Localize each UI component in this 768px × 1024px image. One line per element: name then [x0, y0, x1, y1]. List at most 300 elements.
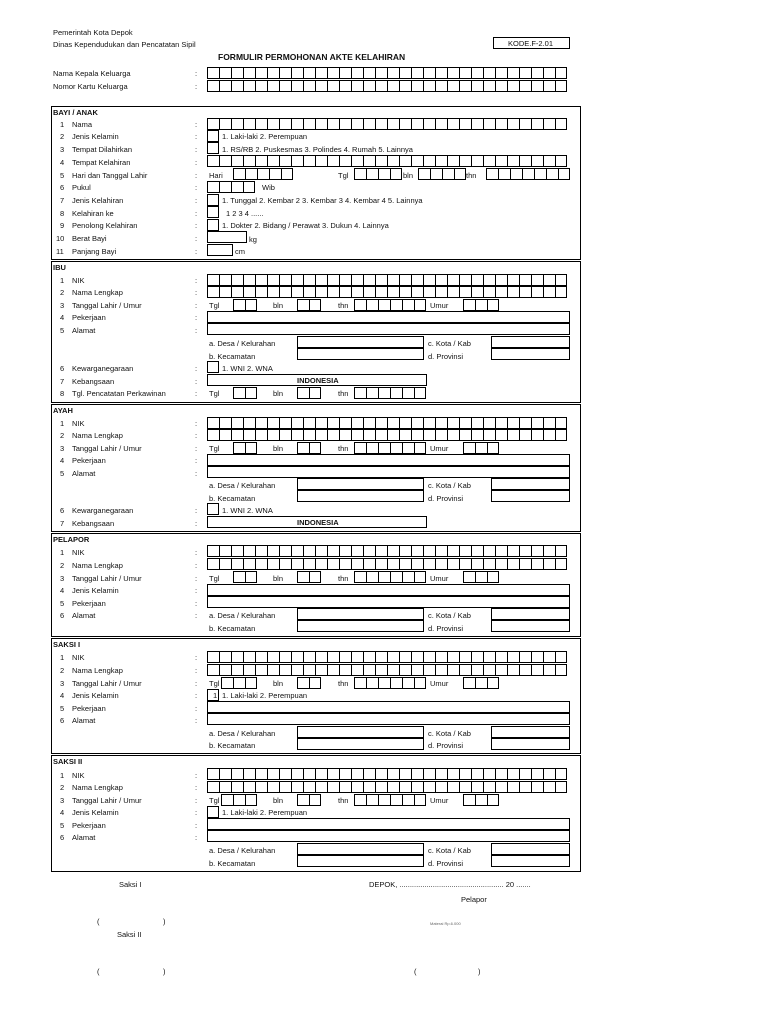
input-cell[interactable]	[267, 274, 279, 286]
ibu-kebangsaan-input[interactable]	[207, 374, 427, 386]
input-cell[interactable]	[471, 781, 483, 793]
saksi2-provinsi-input[interactable]	[491, 855, 570, 867]
input-cell[interactable]	[483, 286, 495, 298]
input-cell[interactable]	[387, 274, 399, 286]
input-cell[interactable]	[375, 155, 387, 167]
input-cell[interactable]	[207, 155, 219, 167]
input-cell[interactable]	[231, 118, 243, 130]
input-cell[interactable]	[219, 181, 231, 193]
input-cell[interactable]	[255, 768, 267, 780]
input-cell[interactable]	[339, 545, 351, 557]
input-cell[interactable]	[255, 80, 267, 92]
input-cell[interactable]	[327, 429, 339, 441]
input-cell[interactable]	[495, 155, 507, 167]
input-cell[interactable]	[475, 299, 487, 311]
input-cell[interactable]	[309, 299, 321, 311]
bayi-penolong-input[interactable]	[207, 219, 219, 231]
input-cell[interactable]	[279, 417, 291, 429]
input-cell[interactable]	[447, 67, 459, 79]
input-cell[interactable]	[243, 181, 255, 193]
input-cell[interactable]	[378, 677, 390, 689]
input-cell[interactable]	[207, 67, 219, 79]
bayi-thn-input[interactable]	[486, 168, 570, 180]
input-cell[interactable]	[351, 429, 363, 441]
input-cell[interactable]	[291, 781, 303, 793]
input-cell[interactable]	[291, 545, 303, 557]
input-cell[interactable]	[475, 571, 487, 583]
input-cell[interactable]	[495, 118, 507, 130]
saksi2-nama-input[interactable]	[207, 781, 567, 793]
input-cell[interactable]	[245, 794, 257, 806]
input-cell[interactable]	[245, 299, 257, 311]
input-cell[interactable]	[366, 442, 378, 454]
input-cell[interactable]	[219, 274, 231, 286]
input-cell[interactable]	[245, 387, 257, 399]
input-cell[interactable]	[267, 651, 279, 663]
input-cell[interactable]	[399, 781, 411, 793]
input-cell[interactable]	[327, 118, 339, 130]
pelapor-kecamatan-input[interactable]	[297, 620, 424, 632]
input-cell[interactable]	[219, 429, 231, 441]
input-cell[interactable]	[423, 118, 435, 130]
input-cell[interactable]	[471, 664, 483, 676]
input-cell[interactable]	[327, 274, 339, 286]
input-cell[interactable]	[459, 664, 471, 676]
input-cell[interactable]	[487, 299, 499, 311]
saksi2-jk-input[interactable]	[207, 806, 219, 818]
input-cell[interactable]	[411, 67, 423, 79]
input-cell[interactable]	[339, 155, 351, 167]
input-cell[interactable]	[279, 768, 291, 780]
input-cell[interactable]	[267, 417, 279, 429]
input-cell[interactable]	[471, 768, 483, 780]
input-cell[interactable]	[459, 781, 471, 793]
input-cell[interactable]	[390, 794, 402, 806]
input-cell[interactable]	[243, 417, 255, 429]
input-cell[interactable]	[339, 664, 351, 676]
input-cell[interactable]	[378, 299, 390, 311]
input-cell[interactable]	[399, 429, 411, 441]
input-cell[interactable]	[483, 781, 495, 793]
input-cell[interactable]	[207, 558, 219, 570]
input-cell[interactable]	[411, 651, 423, 663]
ibu-nama-input[interactable]	[207, 286, 567, 298]
input-cell[interactable]	[543, 286, 555, 298]
input-cell[interactable]	[267, 768, 279, 780]
input-cell[interactable]	[411, 664, 423, 676]
pelapor-jk-input[interactable]	[207, 584, 570, 596]
input-cell[interactable]	[291, 118, 303, 130]
input-cell[interactable]	[255, 118, 267, 130]
input-cell[interactable]	[315, 67, 327, 79]
input-cell[interactable]	[291, 155, 303, 167]
input-cell[interactable]	[546, 168, 558, 180]
pelapor-nama-input[interactable]	[207, 558, 567, 570]
input-cell[interactable]	[315, 768, 327, 780]
bayi-tgl-input[interactable]	[354, 168, 402, 180]
input-cell[interactable]	[543, 80, 555, 92]
input-cell[interactable]	[447, 118, 459, 130]
input-cell[interactable]	[291, 286, 303, 298]
input-cell[interactable]	[543, 155, 555, 167]
input-cell[interactable]	[399, 274, 411, 286]
input-cell[interactable]	[471, 155, 483, 167]
input-cell[interactable]	[315, 274, 327, 286]
input-cell[interactable]	[291, 417, 303, 429]
input-cell[interactable]	[303, 118, 315, 130]
input-cell[interactable]	[297, 677, 309, 689]
ayah-nama-input[interactable]	[207, 429, 567, 441]
input-cell[interactable]	[483, 429, 495, 441]
input-cell[interactable]	[351, 286, 363, 298]
input-cell[interactable]	[231, 417, 243, 429]
input-cell[interactable]	[303, 781, 315, 793]
input-cell[interactable]	[447, 417, 459, 429]
input-cell[interactable]	[231, 80, 243, 92]
input-cell[interactable]	[315, 155, 327, 167]
input-cell[interactable]	[442, 168, 454, 180]
input-cell[interactable]	[423, 545, 435, 557]
input-cell[interactable]	[219, 558, 231, 570]
kartu-keluarga-input[interactable]	[207, 80, 567, 92]
input-cell[interactable]	[414, 442, 426, 454]
bayi-jenis-kelahiran-input[interactable]	[207, 194, 219, 206]
input-cell[interactable]	[459, 429, 471, 441]
input-cell[interactable]	[471, 274, 483, 286]
input-cell[interactable]	[387, 558, 399, 570]
input-cell[interactable]	[339, 768, 351, 780]
input-cell[interactable]	[555, 80, 567, 92]
input-cell[interactable]	[378, 387, 390, 399]
input-cell[interactable]	[354, 442, 366, 454]
input-cell[interactable]	[411, 781, 423, 793]
input-cell[interactable]	[303, 429, 315, 441]
input-cell[interactable]	[243, 664, 255, 676]
input-cell[interactable]	[471, 558, 483, 570]
input-cell[interactable]	[363, 417, 375, 429]
input-cell[interactable]	[411, 118, 423, 130]
input-cell[interactable]	[519, 781, 531, 793]
input-cell[interactable]	[399, 545, 411, 557]
input-cell[interactable]	[231, 558, 243, 570]
input-cell[interactable]	[279, 429, 291, 441]
saksi1-provinsi-input[interactable]	[491, 738, 570, 750]
input-cell[interactable]	[531, 80, 543, 92]
input-cell[interactable]	[411, 545, 423, 557]
saksi2-bln-input[interactable]	[297, 794, 321, 806]
input-cell[interactable]	[543, 558, 555, 570]
input-cell[interactable]	[327, 781, 339, 793]
input-cell[interactable]	[387, 118, 399, 130]
input-cell[interactable]	[507, 155, 519, 167]
input-cell[interactable]	[487, 571, 499, 583]
input-cell[interactable]	[507, 118, 519, 130]
saksi2-nik-input[interactable]	[207, 768, 567, 780]
input-cell[interactable]	[475, 442, 487, 454]
saksi1-umur-input[interactable]	[463, 677, 499, 689]
input-cell[interactable]	[281, 168, 293, 180]
input-cell[interactable]	[522, 168, 534, 180]
input-cell[interactable]	[555, 286, 567, 298]
input-cell[interactable]	[315, 664, 327, 676]
saksi1-desa-input[interactable]	[297, 726, 424, 738]
input-cell[interactable]	[219, 80, 231, 92]
input-cell[interactable]	[363, 67, 375, 79]
input-cell[interactable]	[399, 80, 411, 92]
saksi1-pekerjaan-input[interactable]	[207, 701, 570, 713]
input-cell[interactable]	[354, 387, 366, 399]
input-cell[interactable]	[243, 67, 255, 79]
input-cell[interactable]	[279, 118, 291, 130]
pelapor-umur-input[interactable]	[463, 571, 499, 583]
input-cell[interactable]	[245, 442, 257, 454]
input-cell[interactable]	[363, 545, 375, 557]
input-cell[interactable]	[447, 155, 459, 167]
input-cell[interactable]	[351, 80, 363, 92]
input-cell[interactable]	[495, 417, 507, 429]
input-cell[interactable]	[531, 768, 543, 780]
input-cell[interactable]	[375, 545, 387, 557]
input-cell[interactable]	[363, 768, 375, 780]
kepala-keluarga-input[interactable]	[207, 67, 567, 79]
input-cell[interactable]	[309, 442, 321, 454]
input-cell[interactable]	[507, 545, 519, 557]
input-cell[interactable]	[375, 651, 387, 663]
input-cell[interactable]	[459, 651, 471, 663]
input-cell[interactable]	[255, 155, 267, 167]
input-cell[interactable]	[531, 429, 543, 441]
input-cell[interactable]	[363, 274, 375, 286]
input-cell[interactable]	[243, 558, 255, 570]
input-cell[interactable]	[297, 387, 309, 399]
input-cell[interactable]	[255, 651, 267, 663]
input-cell[interactable]	[459, 67, 471, 79]
input-cell[interactable]	[363, 155, 375, 167]
ayah-bln-input[interactable]	[297, 442, 321, 454]
input-cell[interactable]	[267, 664, 279, 676]
ibu-tgl-input[interactable]	[233, 299, 257, 311]
input-cell[interactable]	[483, 558, 495, 570]
bayi-pukul-input[interactable]	[207, 181, 255, 193]
input-cell[interactable]	[507, 429, 519, 441]
input-cell[interactable]	[435, 781, 447, 793]
input-cell[interactable]	[207, 181, 219, 193]
input-cell[interactable]	[207, 118, 219, 130]
input-cell[interactable]	[354, 794, 366, 806]
input-cell[interactable]	[243, 781, 255, 793]
saksi2-umur-input[interactable]	[463, 794, 499, 806]
input-cell[interactable]	[366, 677, 378, 689]
input-cell[interactable]	[519, 768, 531, 780]
input-cell[interactable]	[447, 429, 459, 441]
input-cell[interactable]	[279, 274, 291, 286]
ibu-pekerjaan-input[interactable]	[207, 311, 570, 323]
input-cell[interactable]	[375, 417, 387, 429]
input-cell[interactable]	[555, 545, 567, 557]
input-cell[interactable]	[531, 781, 543, 793]
input-cell[interactable]	[378, 442, 390, 454]
input-cell[interactable]	[435, 664, 447, 676]
input-cell[interactable]	[231, 67, 243, 79]
ibu-thn-input[interactable]	[354, 299, 426, 311]
input-cell[interactable]	[543, 781, 555, 793]
input-cell[interactable]	[303, 558, 315, 570]
input-cell[interactable]	[390, 571, 402, 583]
input-cell[interactable]	[231, 651, 243, 663]
input-cell[interactable]	[255, 67, 267, 79]
input-cell[interactable]	[366, 168, 378, 180]
ibu-nikah-thn-input[interactable]	[354, 387, 426, 399]
input-cell[interactable]	[423, 67, 435, 79]
input-cell[interactable]	[399, 118, 411, 130]
input-cell[interactable]	[363, 651, 375, 663]
input-cell[interactable]	[279, 664, 291, 676]
input-cell[interactable]	[435, 651, 447, 663]
input-cell[interactable]	[363, 558, 375, 570]
input-cell[interactable]	[411, 80, 423, 92]
input-cell[interactable]	[387, 429, 399, 441]
input-cell[interactable]	[463, 442, 475, 454]
input-cell[interactable]	[435, 768, 447, 780]
input-cell[interactable]	[363, 80, 375, 92]
input-cell[interactable]	[543, 651, 555, 663]
input-cell[interactable]	[243, 429, 255, 441]
input-cell[interactable]	[219, 651, 231, 663]
input-cell[interactable]	[354, 299, 366, 311]
input-cell[interactable]	[219, 67, 231, 79]
ibu-provinsi-input[interactable]	[491, 348, 570, 360]
input-cell[interactable]	[219, 664, 231, 676]
input-cell[interactable]	[267, 558, 279, 570]
input-cell[interactable]	[390, 387, 402, 399]
input-cell[interactable]	[531, 274, 543, 286]
input-cell[interactable]	[435, 417, 447, 429]
input-cell[interactable]	[297, 442, 309, 454]
input-cell[interactable]	[231, 286, 243, 298]
input-cell[interactable]	[459, 417, 471, 429]
input-cell[interactable]	[351, 664, 363, 676]
input-cell[interactable]	[354, 571, 366, 583]
input-cell[interactable]	[315, 558, 327, 570]
input-cell[interactable]	[366, 571, 378, 583]
input-cell[interactable]	[402, 571, 414, 583]
input-cell[interactable]	[339, 558, 351, 570]
input-cell[interactable]	[375, 781, 387, 793]
input-cell[interactable]	[507, 558, 519, 570]
input-cell[interactable]	[303, 80, 315, 92]
input-cell[interactable]	[279, 67, 291, 79]
input-cell[interactable]	[418, 168, 430, 180]
input-cell[interactable]	[233, 299, 245, 311]
input-cell[interactable]	[459, 155, 471, 167]
input-cell[interactable]	[351, 781, 363, 793]
input-cell[interactable]	[411, 558, 423, 570]
input-cell[interactable]	[291, 274, 303, 286]
input-cell[interactable]	[233, 571, 245, 583]
input-cell[interactable]	[507, 286, 519, 298]
input-cell[interactable]	[471, 651, 483, 663]
input-cell[interactable]	[399, 558, 411, 570]
input-cell[interactable]	[315, 429, 327, 441]
ayah-wn-input[interactable]	[207, 503, 219, 515]
input-cell[interactable]	[555, 558, 567, 570]
input-cell[interactable]	[519, 155, 531, 167]
input-cell[interactable]	[423, 274, 435, 286]
ibu-kota-input[interactable]	[491, 336, 570, 348]
input-cell[interactable]	[233, 387, 245, 399]
bayi-jk-input[interactable]	[207, 130, 219, 142]
input-cell[interactable]	[495, 558, 507, 570]
input-cell[interactable]	[531, 286, 543, 298]
input-cell[interactable]	[495, 781, 507, 793]
input-cell[interactable]	[543, 417, 555, 429]
input-cell[interactable]	[483, 67, 495, 79]
saksi1-kota-input[interactable]	[491, 726, 570, 738]
input-cell[interactable]	[399, 67, 411, 79]
ayah-umur-input[interactable]	[463, 442, 499, 454]
input-cell[interactable]	[291, 80, 303, 92]
input-cell[interactable]	[303, 155, 315, 167]
ibu-alamat-input[interactable]	[207, 323, 570, 335]
input-cell[interactable]	[303, 651, 315, 663]
input-cell[interactable]	[363, 664, 375, 676]
input-cell[interactable]	[543, 274, 555, 286]
input-cell[interactable]	[243, 768, 255, 780]
input-cell[interactable]	[351, 545, 363, 557]
input-cell[interactable]	[327, 558, 339, 570]
input-cell[interactable]	[327, 155, 339, 167]
input-cell[interactable]	[459, 118, 471, 130]
bayi-panjang-input[interactable]	[207, 244, 233, 256]
input-cell[interactable]	[219, 118, 231, 130]
input-cell[interactable]	[495, 545, 507, 557]
input-cell[interactable]	[390, 442, 402, 454]
input-cell[interactable]	[411, 286, 423, 298]
pelapor-desa-input[interactable]	[297, 608, 424, 620]
input-cell[interactable]	[291, 558, 303, 570]
input-cell[interactable]	[555, 274, 567, 286]
input-cell[interactable]	[423, 417, 435, 429]
input-cell[interactable]	[475, 677, 487, 689]
input-cell[interactable]	[327, 80, 339, 92]
input-cell[interactable]	[231, 155, 243, 167]
input-cell[interactable]	[487, 794, 499, 806]
input-cell[interactable]	[495, 67, 507, 79]
input-cell[interactable]	[327, 286, 339, 298]
input-cell[interactable]	[207, 664, 219, 676]
input-cell[interactable]	[315, 545, 327, 557]
saksi1-kecamatan-input[interactable]	[297, 738, 424, 750]
input-cell[interactable]	[463, 571, 475, 583]
ayah-pekerjaan-input[interactable]	[207, 454, 570, 466]
input-cell[interactable]	[390, 677, 402, 689]
input-cell[interactable]	[231, 664, 243, 676]
bayi-bln-input[interactable]	[418, 168, 466, 180]
input-cell[interactable]	[423, 155, 435, 167]
input-cell[interactable]	[423, 286, 435, 298]
input-cell[interactable]	[435, 274, 447, 286]
input-cell[interactable]	[507, 651, 519, 663]
input-cell[interactable]	[519, 429, 531, 441]
input-cell[interactable]	[495, 286, 507, 298]
input-cell[interactable]	[303, 286, 315, 298]
input-cell[interactable]	[231, 274, 243, 286]
input-cell[interactable]	[507, 417, 519, 429]
ibu-wn-input[interactable]	[207, 361, 219, 373]
input-cell[interactable]	[219, 768, 231, 780]
input-cell[interactable]	[267, 286, 279, 298]
input-cell[interactable]	[387, 651, 399, 663]
